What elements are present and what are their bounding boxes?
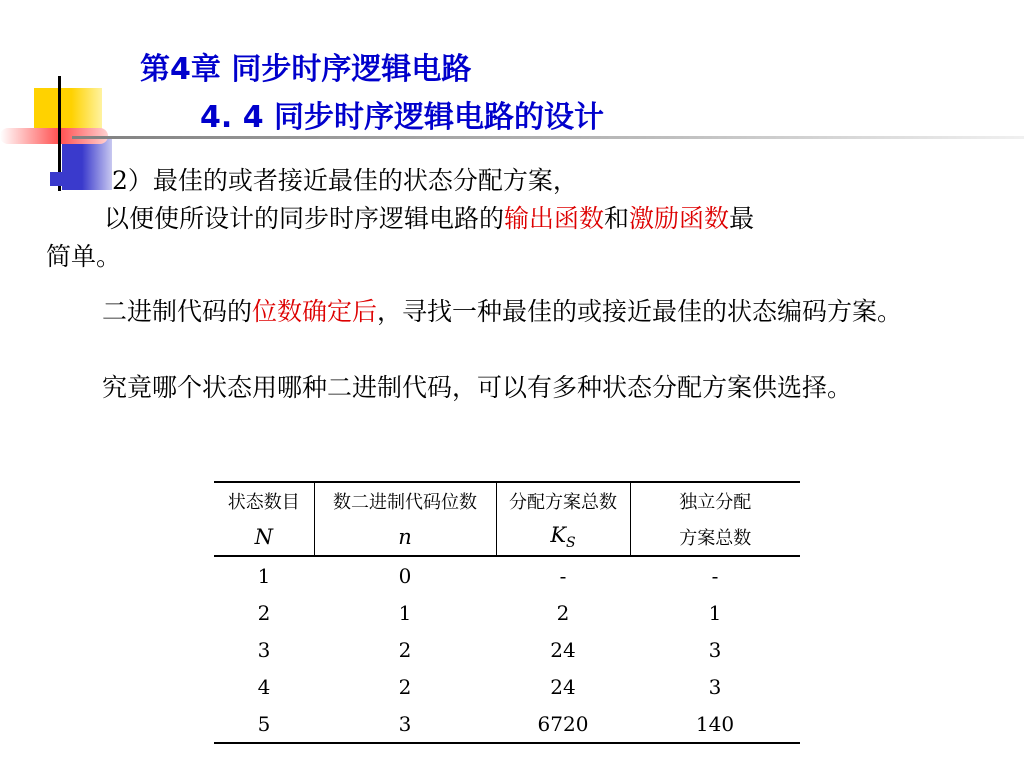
cell-N: 4 — [257, 674, 271, 699]
header-code-bits: 数二进制代码位数 — [314, 482, 496, 519]
cell-N: 5 — [214, 705, 314, 743]
highlight-bits-determined: 位数确定后 — [252, 297, 378, 326]
paragraph-2 — [38, 293, 993, 331]
p1-tail: 最 — [729, 204, 755, 233]
p2-rest: ，寻找一种最佳的或接近最佳的状态编码方案。 — [377, 297, 903, 326]
header-independent-line2: 方案总数 — [630, 519, 800, 556]
p2-start: 二进制代码的 — [102, 297, 253, 326]
cell-n: 3 — [314, 705, 496, 743]
cell-ks: - — [559, 563, 567, 588]
header-symbol-Ks: $K_S$ — [496, 519, 630, 556]
p1-and: 和 — [604, 204, 630, 233]
paragraph-1 — [38, 162, 993, 276]
header-divider — [72, 136, 1024, 139]
header-total-assignments: 分配方案总数 — [496, 482, 630, 519]
cell-N: 1 — [257, 563, 271, 588]
table-row — [214, 556, 800, 594]
p1-line3: 简单。 — [46, 242, 122, 271]
header-state-count: 状态数目 — [214, 482, 314, 519]
p1-line2: 以便使所设计的同步时序逻辑电路的 — [104, 204, 505, 233]
table-row — [214, 594, 800, 631]
table-row — [214, 631, 800, 668]
p1-prefix: 2）最佳的或者接近最佳的状态分配方案， — [112, 166, 578, 195]
cell-N: 3 — [257, 637, 271, 662]
cell-n: 0 — [398, 563, 412, 588]
chapter-title: 第4章 同步时序逻辑电路 — [140, 52, 472, 87]
section-title: 4. 4 同步时序逻辑电路的设计 — [200, 100, 605, 135]
cell-independent: 3 — [708, 637, 722, 662]
cell-independent: 1 — [708, 600, 722, 625]
cell-n: 1 — [398, 600, 412, 625]
table-row — [214, 705, 800, 743]
highlight-output-function: 输出函数 — [504, 204, 605, 233]
cell-independent: - — [711, 563, 719, 588]
table-row — [214, 668, 800, 705]
state-assignment-table — [214, 481, 800, 744]
cell-n: 2 — [398, 637, 412, 662]
cell-independent: 140 — [630, 705, 800, 743]
header-symbol-n: n — [314, 519, 496, 556]
cell-ks: 24 — [550, 674, 576, 699]
header-independent: 独立分配 — [630, 482, 800, 519]
cell-ks: 24 — [550, 637, 576, 662]
cell-n: 2 — [398, 674, 412, 699]
cell-ks: 6720 — [496, 705, 630, 743]
p3-text: 究竟哪个状态用哪种二进制代码，可以有多种状态分配方案供选择。 — [102, 373, 853, 402]
header-symbol-N: N — [214, 519, 314, 556]
cell-N: 2 — [257, 600, 271, 625]
cell-ks: 2 — [556, 600, 570, 625]
cell-independent: 3 — [708, 674, 722, 699]
highlight-excitation-function: 激励函数 — [629, 204, 730, 233]
paragraph-3 — [38, 369, 993, 407]
